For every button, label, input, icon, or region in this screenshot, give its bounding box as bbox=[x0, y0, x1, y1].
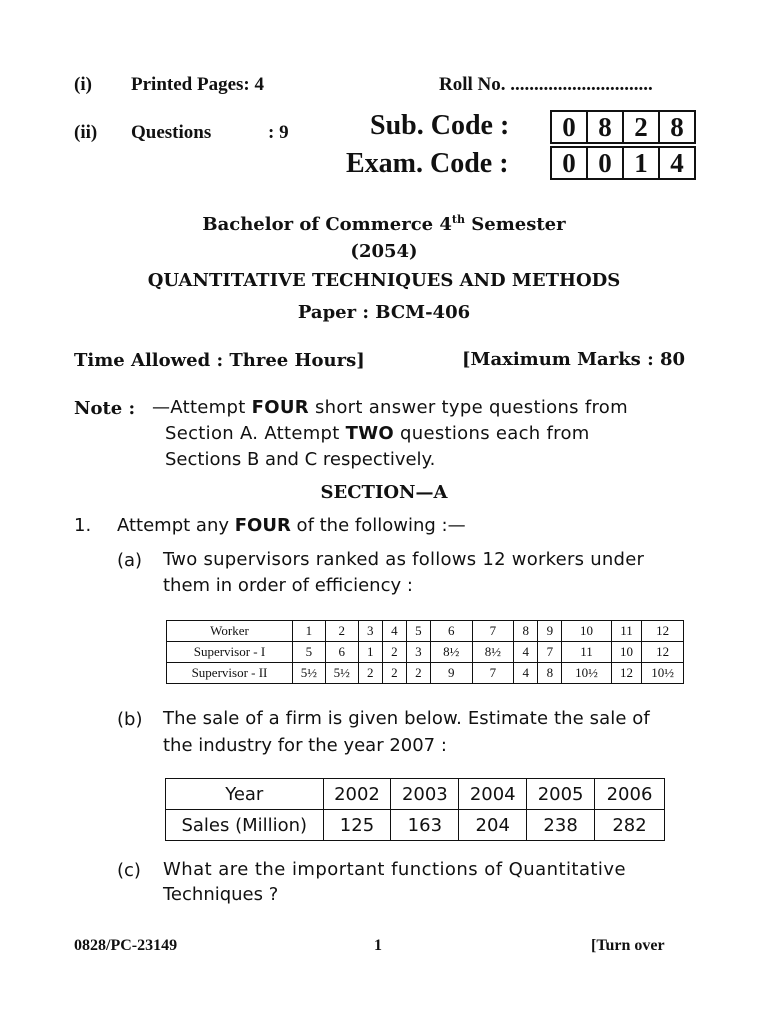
question-b-line-1: The sale of a firm is given below. Estimate the sale of bbox=[163, 708, 650, 729]
ranking-cell: Supervisor - I bbox=[167, 642, 293, 663]
sub-code-digit: 8 bbox=[659, 110, 696, 144]
sales-cell: 2003 bbox=[391, 779, 459, 810]
question-a-label: (a) bbox=[117, 550, 143, 571]
sales-cell: 282 bbox=[595, 810, 665, 841]
ranking-cell: 1 bbox=[292, 621, 325, 642]
sub-code-label: Sub. Code : bbox=[370, 110, 510, 141]
question-c-label: (c) bbox=[117, 860, 141, 881]
roll-number-field: Roll No. .............................. bbox=[439, 74, 653, 95]
ranking-cell: 8 bbox=[538, 663, 562, 684]
exam-code-digit: 1 bbox=[623, 146, 659, 180]
note-line-2: Section A. Attempt TWO questions each from bbox=[165, 423, 590, 444]
ranking-cell: 4 bbox=[514, 642, 538, 663]
ranking-cell: 3 bbox=[358, 621, 382, 642]
note-label: Note : bbox=[74, 398, 136, 419]
ranking-cell: 3 bbox=[406, 642, 430, 663]
ranking-cell: 4 bbox=[382, 621, 406, 642]
ranking-cell: 2 bbox=[382, 663, 406, 684]
question-c-line-1: What are the important functions of Quantitative bbox=[163, 859, 627, 880]
ranking-cell: 10 bbox=[562, 621, 611, 642]
question-c-line-2: Techniques ? bbox=[163, 884, 279, 905]
question-b-line-2: the industry for the year 2007 : bbox=[163, 735, 447, 756]
ranking-cell: 7 bbox=[472, 621, 514, 642]
ranking-cell: 9 bbox=[538, 621, 562, 642]
sales-cell: 238 bbox=[527, 810, 595, 841]
ranking-cell: 11 bbox=[611, 621, 642, 642]
sales-cell: Sales (Million) bbox=[166, 810, 324, 841]
ranking-row-worker bbox=[167, 621, 684, 642]
exam-code-digit: 0 bbox=[550, 146, 587, 180]
sales-row-values bbox=[166, 810, 665, 841]
sales-row-year bbox=[166, 779, 665, 810]
ranking-row-supervisor-1 bbox=[167, 642, 684, 663]
exam-code-digit: 4 bbox=[659, 146, 696, 180]
ranking-cell: 2 bbox=[382, 642, 406, 663]
footer-paper-code: 0828/PC-23149 bbox=[74, 937, 178, 954]
sales-cell: 163 bbox=[391, 810, 459, 841]
ranking-cell: 10½ bbox=[642, 663, 684, 684]
section-a-heading: SECTION—A bbox=[320, 482, 448, 503]
exam-code-boxes bbox=[550, 146, 696, 180]
questions-number: (ii) bbox=[74, 122, 98, 143]
questions-label: Questions bbox=[131, 122, 212, 143]
maximum-marks: [Maximum Marks : 80 bbox=[462, 349, 686, 370]
paper-code: Paper : BCM-406 bbox=[297, 302, 471, 323]
ranking-cell: 5½ bbox=[292, 663, 325, 684]
question-b-label: (b) bbox=[117, 709, 143, 730]
question-a-line-2: them in order of efficiency : bbox=[163, 575, 413, 596]
sales-cell: 125 bbox=[323, 810, 391, 841]
question-1-text: Attempt any FOUR of the following :— bbox=[117, 515, 466, 536]
ranking-cell: 9 bbox=[430, 663, 472, 684]
ranking-cell: Supervisor - II bbox=[167, 663, 293, 684]
ranking-cell: 2 bbox=[358, 663, 382, 684]
sales-cell: 204 bbox=[459, 810, 527, 841]
sales-cell: 2006 bbox=[595, 779, 665, 810]
exam-code-digit: 0 bbox=[587, 146, 623, 180]
ranking-cell: 12 bbox=[611, 663, 642, 684]
ranking-cell: 6 bbox=[430, 621, 472, 642]
printed-pages-label: Printed Pages: 4 bbox=[131, 74, 264, 95]
sub-code-digit: 0 bbox=[550, 110, 587, 144]
question-a-line-1: Two supervisors ranked as follows 12 workers under bbox=[163, 549, 645, 570]
exam-code-label: Exam. Code : bbox=[346, 148, 509, 179]
ranking-cell: 10 bbox=[611, 642, 642, 663]
ranking-cell: 2 bbox=[406, 663, 430, 684]
question-1-number: 1. bbox=[74, 515, 92, 536]
ranking-cell: 5 bbox=[406, 621, 430, 642]
ranking-cell: 6 bbox=[325, 642, 358, 663]
ranking-cell: 8½ bbox=[472, 642, 514, 663]
note-line-1: —Attempt FOUR short answer type questions from bbox=[152, 397, 628, 418]
note-line-3: Sections B and C respectively. bbox=[165, 449, 436, 470]
ranking-cell: 10½ bbox=[562, 663, 611, 684]
ranking-row-supervisor-2 bbox=[167, 663, 684, 684]
ranking-cell: Worker bbox=[167, 621, 293, 642]
course-title: Bachelor of Commerce 4th Semester bbox=[202, 213, 566, 235]
time-allowed: Time Allowed : Three Hours] bbox=[74, 350, 365, 371]
footer-turn-over: [Turn over bbox=[591, 937, 665, 954]
sales-cell: 2005 bbox=[527, 779, 595, 810]
ranking-cell: 8 bbox=[514, 621, 538, 642]
sub-code-digit: 2 bbox=[623, 110, 659, 144]
ranking-cell: 5 bbox=[292, 642, 325, 663]
subject-title: QUANTITATIVE TECHNIQUES AND METHODS bbox=[147, 270, 621, 291]
footer-page-number: 1 bbox=[374, 937, 382, 954]
ranking-cell: 12 bbox=[642, 642, 684, 663]
printed-pages-number: (i) bbox=[74, 74, 92, 95]
ranking-cell: 11 bbox=[562, 642, 611, 663]
sub-code-boxes bbox=[550, 110, 696, 144]
ranking-cell: 2 bbox=[325, 621, 358, 642]
ranking-cell: 12 bbox=[642, 621, 684, 642]
ranking-cell: 8½ bbox=[430, 642, 472, 663]
sub-code-digit: 8 bbox=[587, 110, 623, 144]
ranking-cell: 5½ bbox=[325, 663, 358, 684]
ranking-cell: 1 bbox=[358, 642, 382, 663]
course-code: (2054) bbox=[350, 241, 418, 262]
questions-value: : 9 bbox=[268, 122, 289, 143]
ranking-table bbox=[166, 620, 684, 684]
sales-table bbox=[165, 778, 665, 841]
ranking-cell: 7 bbox=[472, 663, 514, 684]
ranking-cell: 7 bbox=[538, 642, 562, 663]
sales-cell: Year bbox=[166, 779, 324, 810]
sales-cell: 2002 bbox=[323, 779, 391, 810]
sales-cell: 2004 bbox=[459, 779, 527, 810]
ranking-cell: 4 bbox=[514, 663, 538, 684]
